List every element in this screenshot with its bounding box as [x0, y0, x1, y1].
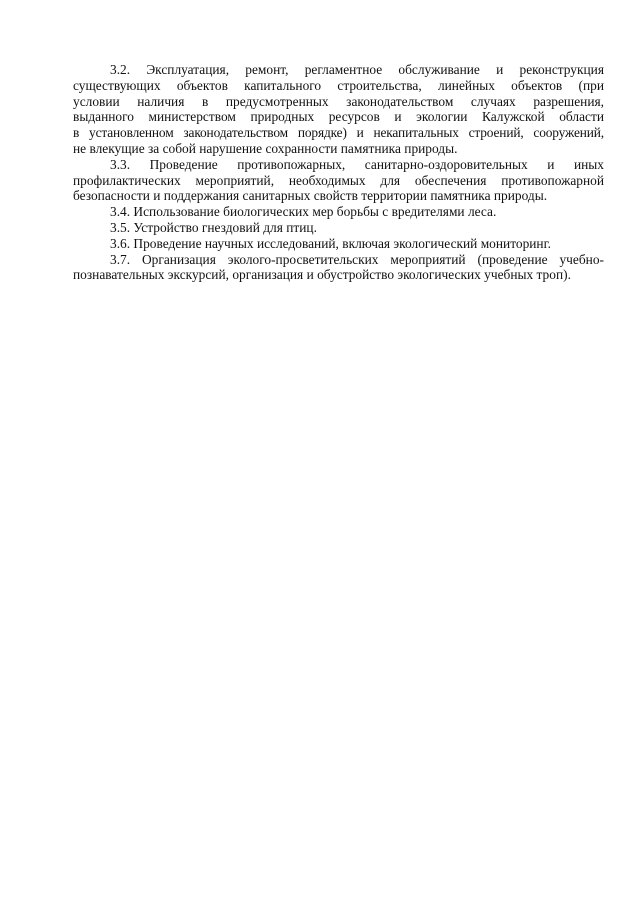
paragraph-line: безопасности и поддержания санитарных свойств территории памятника природы. — [73, 188, 548, 204]
paragraph-line: существующих объектов капитального строительства, линейных объектов (при — [73, 77, 604, 93]
paragraph-line: не влекущие за собой нарушение сохранности памятника природы. — [73, 140, 458, 156]
paragraph-line: 3.6. Проведение научных исследований, включая экологический мониторинг. — [110, 235, 551, 251]
paragraph-line: 3.5. Устройство гнездовий для птиц. — [110, 219, 317, 235]
paragraph-line: условии наличия в предусмотренных законодательством случаях разрешения, — [73, 93, 604, 109]
paragraph-3-4 — [73, 204, 604, 220]
paragraph-3-7 — [73, 252, 604, 284]
paragraph-line: в установленном законодательством порядке) и некапитальных строений, сооружений, — [73, 125, 604, 141]
paragraph-line: 3.4. Использование биологических мер борьбы с вредителями леса. — [110, 204, 497, 220]
paragraph-line: 3.7. Организация эколого-просветительских мероприятий (проведение учебно- — [110, 251, 604, 267]
paragraph-line: 3.3. Проведение противопожарных, санитарно-оздоровительных и иных — [110, 156, 604, 172]
paragraph-line: 3.2. Эксплуатация, ремонт, регламентное обслуживание и реконструкция — [110, 62, 604, 77]
paragraph-line: познавательных экскурсий, организация и обустройство экологических учебных троп). — [73, 267, 571, 283]
paragraph-3-3 — [73, 157, 604, 204]
paragraph-3-2 — [73, 62, 604, 157]
paragraph-line: выданного министерством природных ресурсов и экологии Калужской области — [73, 109, 604, 125]
paragraph-line: профилактических мероприятий, необходимых для обеспечения противопожарной — [73, 172, 604, 188]
document-body — [73, 62, 604, 283]
paragraph-3-5 — [73, 220, 604, 236]
paragraph-3-6 — [73, 236, 604, 252]
